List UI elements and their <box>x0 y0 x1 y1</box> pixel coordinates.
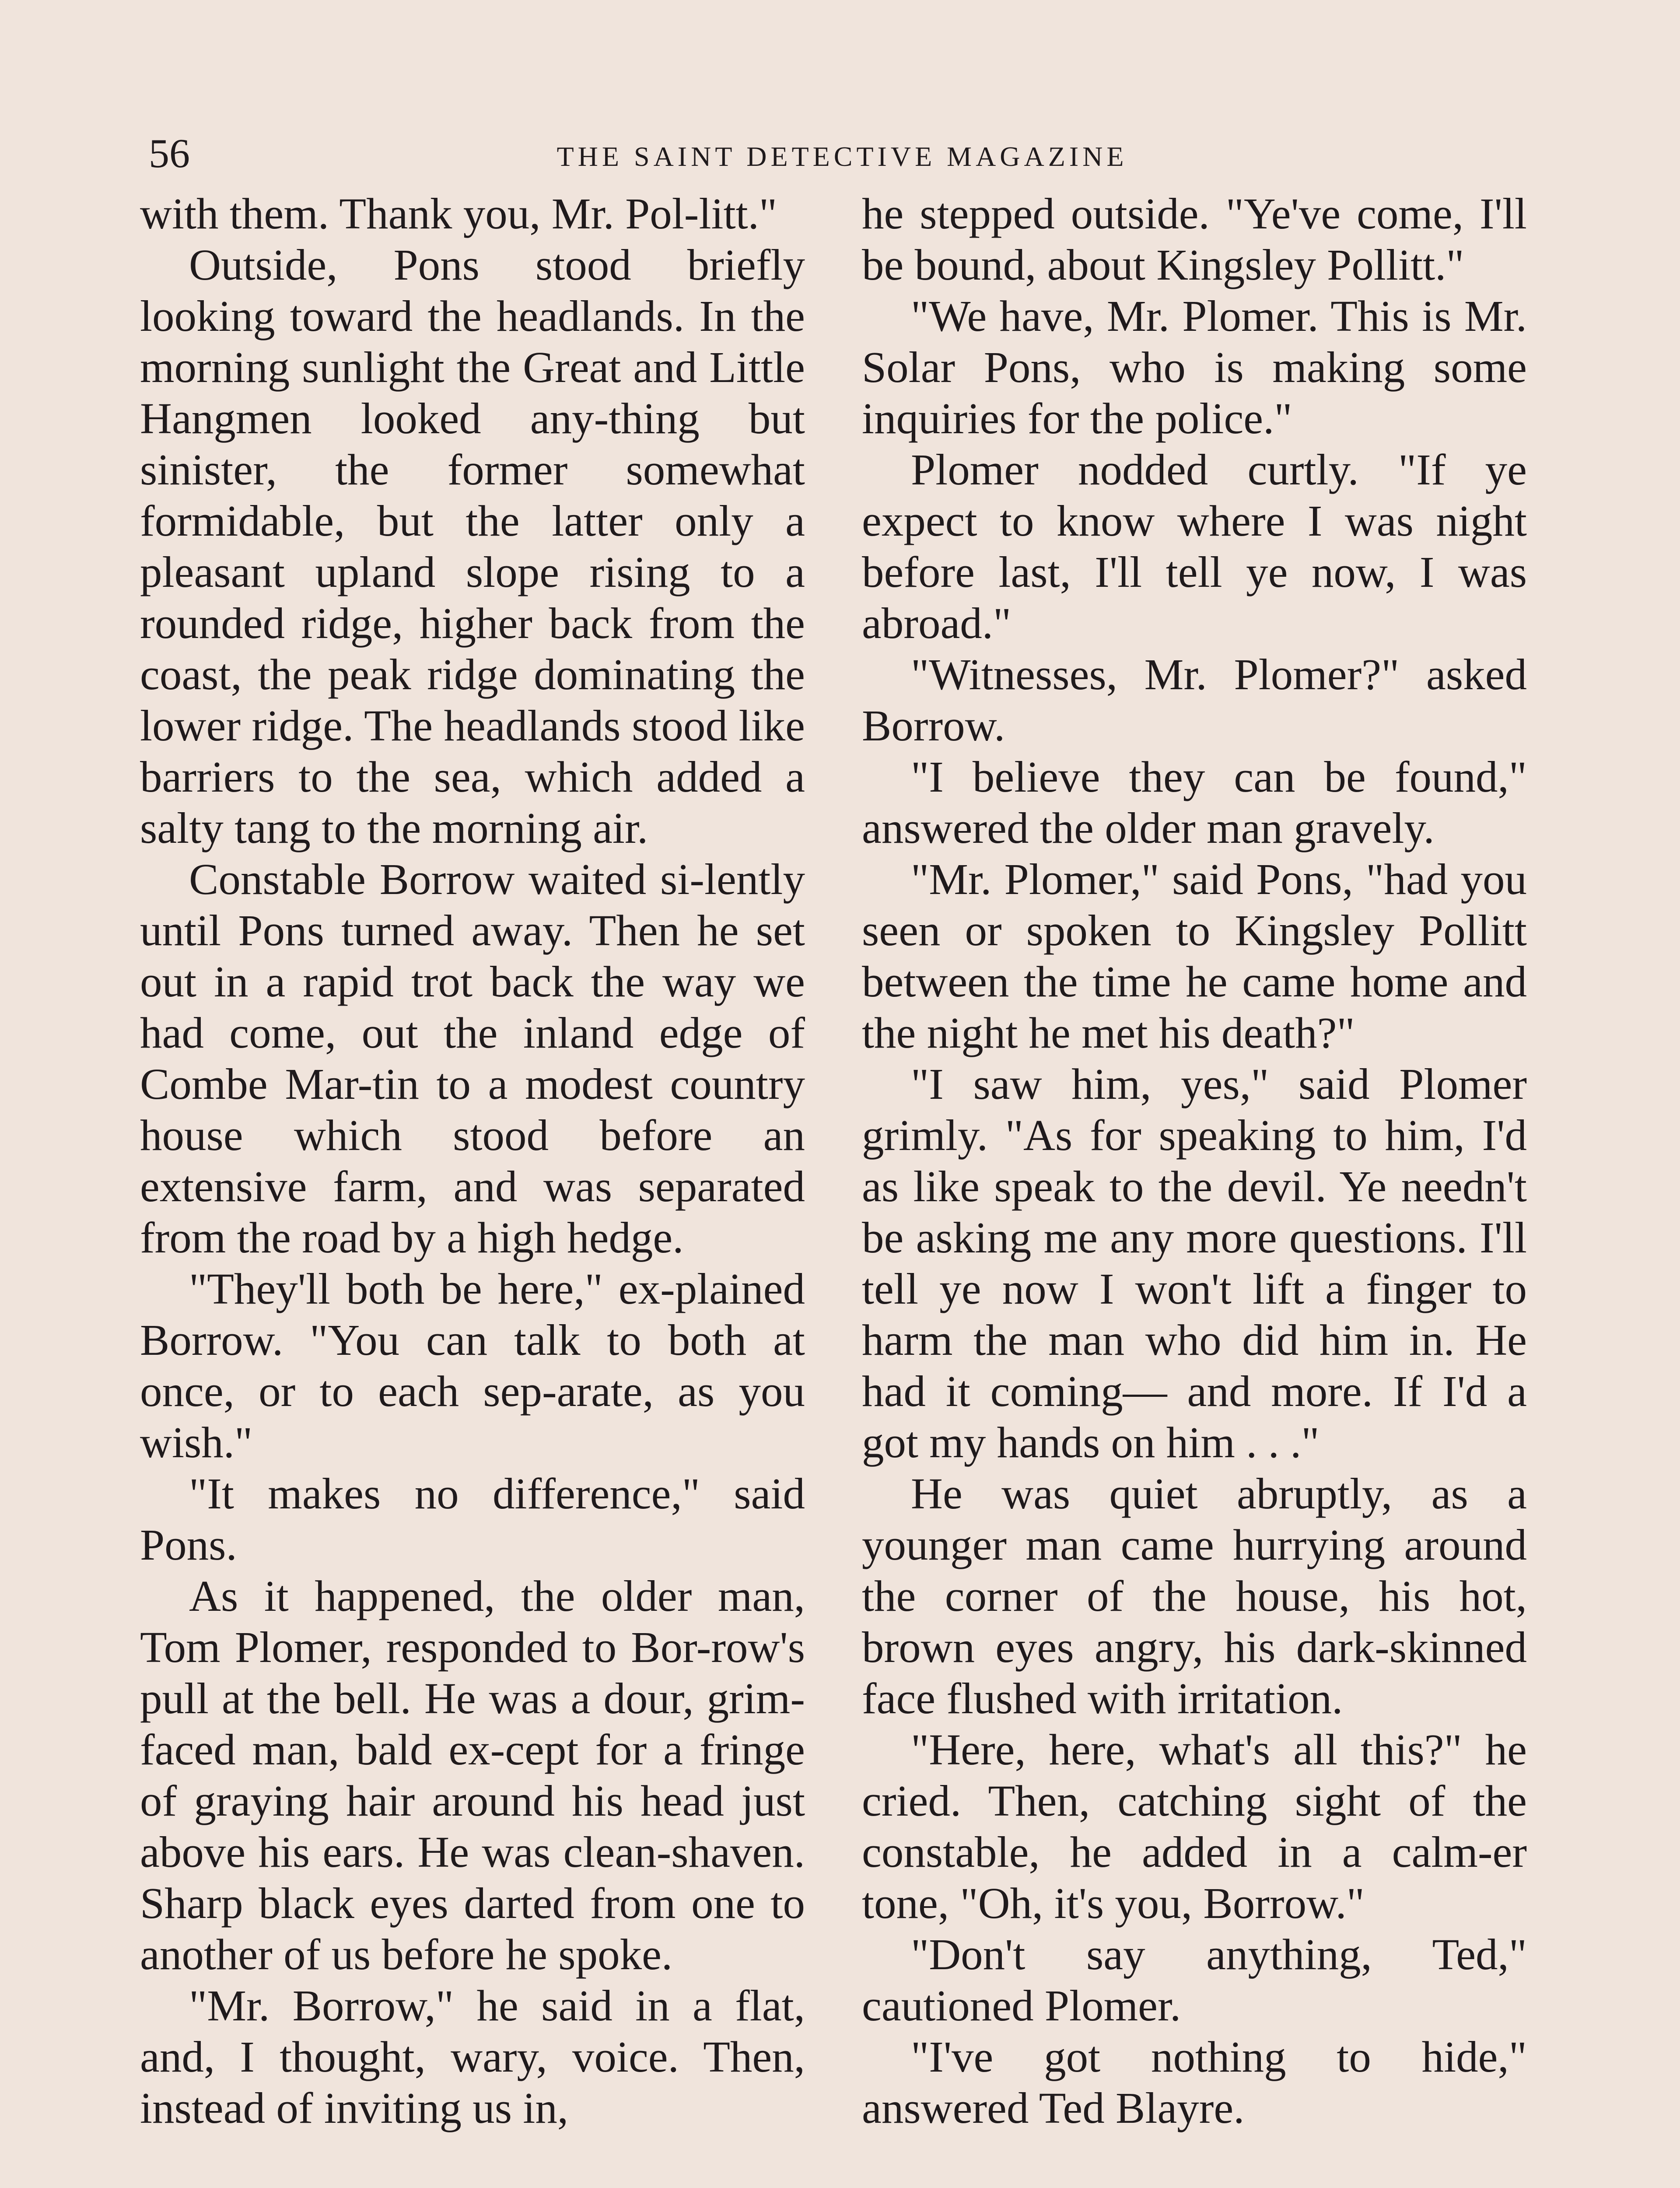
paragraph: "We have, Mr. Plomer. This is Mr. Solar Pons, who is making some inquiries for the police." <box>862 291 1527 443</box>
page-header <box>149 130 1536 178</box>
paragraph: "Don't say anything, Ted," cautioned Plomer. <box>862 1930 1527 2030</box>
paragraph: "Mr. Borrow," he said in a flat, and, I thought, wary, voice. Then, instead of inviting us in, <box>140 1981 805 2132</box>
paragraph: Outside, Pons stood briefly looking toward the headlands. In the morning sunlight the Great and Little Hangmen looked any-thing but sinister, the former somewhat formidable, but the latter only a pleasant upland slope rising to a rounded ridge, higher back from the coast, the peak ridge dominating the lower ridge. The headlands stood like barriers to the sea, which added a salty tang to the morning air. <box>140 240 805 852</box>
paragraph: "Here, here, what's all this?" he cried. Then, catching sight of the constable, he added in a calm-er tone, "Oh, it's you, Borrow." <box>862 1725 1527 1928</box>
paragraph: he stepped outside. "Ye've come, I'll be bound, about Kingsley Pollitt." <box>862 189 1527 289</box>
paragraph: "It makes no difference," said Pons. <box>140 1469 805 1569</box>
paragraph: "I saw him, yes," said Plomer grimly. "As for speaking to him, I'd as like speak to the devil. Ye needn't be asking me any more questions. I'll tell ye now I won't lift a finger to harm the man who did him in. He had it coming— and more. If I'd a got my hands on him . . ." <box>862 1059 1527 1467</box>
paragraph: "Witnesses, Mr. Plomer?" asked Borrow. <box>862 650 1527 750</box>
page-number: 56 <box>149 131 190 176</box>
left-column <box>140 188 805 2188</box>
paragraph: "I believe they can be found," answered the older man gravely. <box>862 752 1527 852</box>
paragraph: with them. Thank you, Mr. Pol-litt." <box>140 189 777 238</box>
right-column <box>862 188 1527 2188</box>
paragraph: He was quiet abruptly, as a younger man came hurrying around the corner of the house, his hot, brown eyes angry, his dark-skinned face flushed with irritation. <box>862 1469 1527 1723</box>
paragraph: "I've got nothing to hide," answered Ted Blayre. <box>862 2032 1527 2132</box>
paragraph: "Mr. Plomer," said Pons, "had you seen or spoken to Kingsley Pollitt between the time he came home and the night he met his death?" <box>862 855 1527 1057</box>
paragraph: Plomer nodded curtly. "If ye expect to know where I was night before last, I'll tell ye now, I was abroad." <box>862 445 1527 648</box>
paragraph: Constable Borrow waited si-lently until Pons turned away. Then he set out in a rapid trot back the way we had come, out the inland edge of Combe Mar-tin to a modest country house which stood before an extensive farm, and was separated from the road by a high hedge. <box>140 855 805 1262</box>
paragraph: "They'll both be here," ex-plained Borrow. "You can talk to both at once, or to each sep-arate, as you wish." <box>140 1264 805 1467</box>
running-title: THE SAINT DETECTIVE MAGAZINE <box>556 141 1128 172</box>
paragraph: As it happened, the older man, Tom Plomer, responded to Bor-row's pull at the bell. He was a dour, grim-faced man, bald ex-cept for a fringe of graying hair around his head just above his ears. He was clean-shaven. Sharp black eyes darted from one to another of us before he spoke. <box>140 1571 805 1979</box>
